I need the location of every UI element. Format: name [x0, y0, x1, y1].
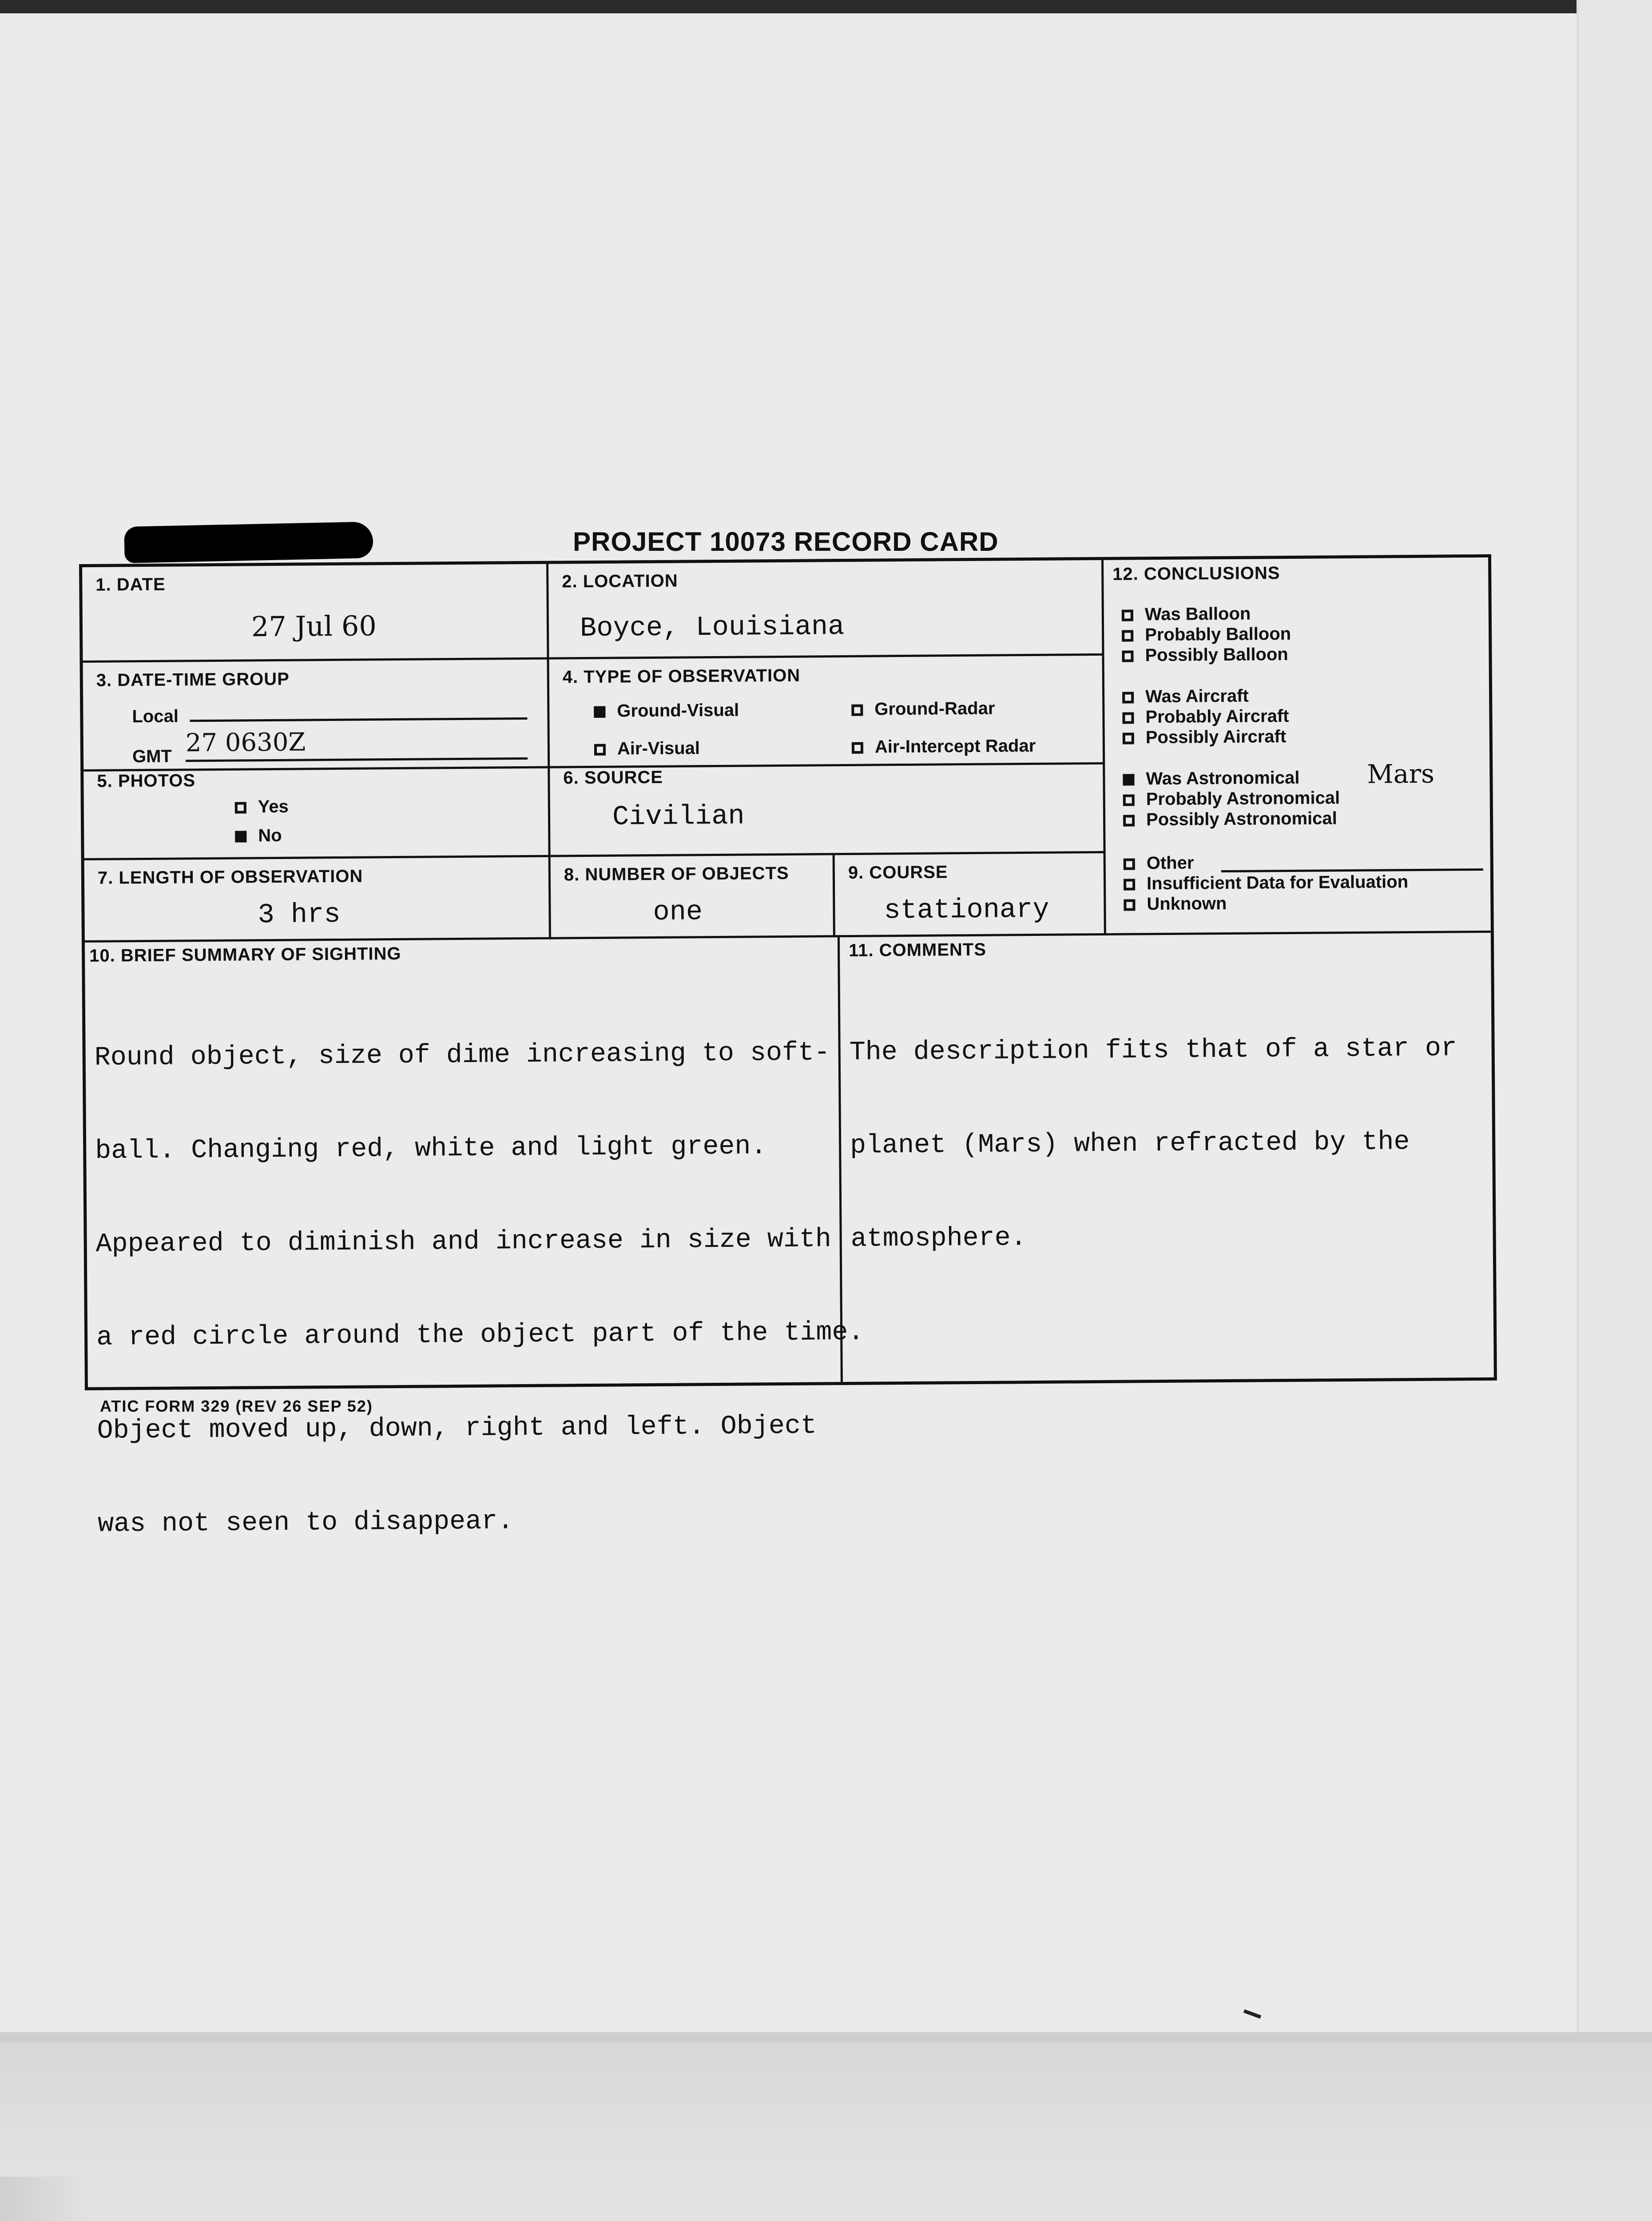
conclusion-possibly-balloon: Possibly Balloon: [1122, 644, 1288, 666]
conclusion-was-aircraft: Was Aircraft: [1122, 686, 1249, 707]
date-time-group-cell: [83, 660, 550, 772]
comments-line: The description fits that of a star or: [849, 1033, 1457, 1068]
location-value: Boyce, Louisiana: [580, 610, 845, 645]
was-astronomical-checkbox: [1123, 774, 1134, 785]
option-ground-radar: Ground-Radar: [851, 699, 995, 720]
summary-line: was not seen to disappear.: [97, 1506, 514, 1540]
date-cell: [82, 564, 549, 663]
gmt-line: [186, 757, 528, 762]
comments-line: atmosphere.: [850, 1223, 1027, 1254]
number-of-objects-cell: [551, 855, 835, 939]
photos-no-checkbox: [235, 831, 246, 842]
location-cell: [548, 560, 1104, 660]
conclusion-probably-astronomical: Probably Astronomical: [1123, 788, 1340, 809]
summary-line: a red circle around the object part of the time.: [96, 1317, 864, 1353]
comments-line: planet (Mars) when refracted by the: [850, 1127, 1410, 1161]
gmt-label: GMT: [132, 746, 172, 767]
option-photos-no: No: [235, 826, 282, 846]
air-visual-checkbox: [594, 744, 606, 756]
other-checkbox: [1124, 858, 1135, 870]
conclusions-label: 12. CONCLUSIONS: [1112, 563, 1280, 584]
gmt-value: 27 0630Z: [185, 728, 306, 758]
scanner-background: [0, 2032, 1652, 2221]
summary-line: Object moved up, down, right and left. Object: [97, 1411, 817, 1446]
summary-label: 10. BRIEF SUMMARY OF SIGHTING: [89, 943, 401, 966]
conclusion-unknown: Unknown: [1124, 893, 1227, 915]
air-intercept-radar-checkbox: [852, 742, 863, 754]
conclusion-other: Other: [1124, 852, 1194, 873]
conclusion-possibly-aircraft: Possibly Aircraft: [1123, 726, 1287, 748]
source-cell: [550, 764, 1105, 857]
number-of-objects-value: one: [653, 896, 703, 928]
summary-text: [94, 975, 866, 1602]
conclusion-insufficient-data: Insufficient Data for Evaluation: [1124, 872, 1408, 894]
conclusion-possibly-astronomical: Possibly Astronomical: [1123, 808, 1337, 830]
option-air-intercept-radar: Air-Intercept Radar: [852, 736, 1036, 757]
option-air-visual: Air-Visual: [594, 738, 700, 759]
comments-label: 11. COMMENTS: [848, 939, 987, 960]
conclusion-probably-balloon: Probably Balloon: [1122, 624, 1291, 645]
length-of-observation-value: 3 hrs: [258, 898, 341, 931]
option-photos-yes: Yes: [235, 797, 289, 817]
probably-balloon-checkbox: [1122, 630, 1133, 641]
astronomical-note: Mars: [1367, 758, 1435, 789]
possibly-balloon-checkbox: [1122, 650, 1133, 662]
course-label: 9. COURSE: [848, 862, 948, 883]
type-of-observation-label: 4. TYPE OF OBSERVATION: [562, 665, 801, 687]
unknown-checkbox: [1124, 899, 1135, 911]
possibly-astronomical-checkbox: [1123, 815, 1135, 826]
conclusion-was-astronomical: Was Astronomical: [1123, 768, 1299, 789]
form-id: ATIC FORM 329 (REV 26 SEP 52): [100, 1397, 373, 1415]
scanner-shadow: [0, 2177, 89, 2221]
ground-visual-checkbox: [594, 706, 605, 718]
date-value: 27 Jul 60: [251, 609, 377, 643]
photos-yes-checkbox: [235, 802, 246, 813]
card-title: PROJECT 10073 RECORD CARD: [573, 527, 999, 557]
summary-line: ball. Changing red, white and light green.: [95, 1131, 767, 1166]
number-of-objects-label: 8. NUMBER OF OBJECTS: [564, 863, 789, 885]
length-of-observation-cell: [84, 857, 551, 943]
option-ground-visual: Ground-Visual: [594, 701, 739, 721]
course-value: stationary: [884, 893, 1049, 927]
was-balloon-checkbox: [1122, 609, 1133, 621]
probably-astronomical-checkbox: [1123, 794, 1135, 806]
comments-text: [849, 971, 1459, 1317]
local-label: Local: [132, 706, 179, 727]
was-aircraft-checkbox: [1122, 692, 1134, 703]
type-of-observation-cell: [549, 656, 1105, 768]
conclusions-cell: [1104, 557, 1491, 935]
date-time-group-label: 3. DATE-TIME GROUP: [96, 669, 290, 690]
photos-label: 5. PHOTOS: [97, 771, 196, 791]
ground-radar-checkbox: [851, 705, 863, 716]
probably-aircraft-checkbox: [1122, 712, 1134, 724]
conclusion-was-balloon: Was Balloon: [1122, 604, 1251, 625]
redaction-mark: [124, 521, 373, 563]
conclusion-probably-aircraft: Probably Aircraft: [1122, 706, 1289, 728]
possibly-aircraft-checkbox: [1123, 732, 1134, 744]
summary-line: Round object, size of dime increasing to soft-: [94, 1038, 830, 1073]
course-cell: [835, 853, 1106, 937]
summary-line: Appeared to diminish and increase in size with: [95, 1224, 832, 1260]
location-label: 2. LOCATION: [562, 571, 678, 592]
date-label: 1. DATE: [95, 574, 166, 595]
local-line: [190, 717, 527, 722]
insufficient-data-checkbox: [1124, 879, 1135, 890]
photos-cell: [83, 768, 550, 860]
comments-cell: [840, 933, 1494, 1382]
length-of-observation-label: 7. LENGTH OF OBSERVATION: [97, 866, 363, 888]
source-value: Civilian: [612, 800, 745, 833]
source-label: 6. SOURCE: [563, 767, 663, 788]
